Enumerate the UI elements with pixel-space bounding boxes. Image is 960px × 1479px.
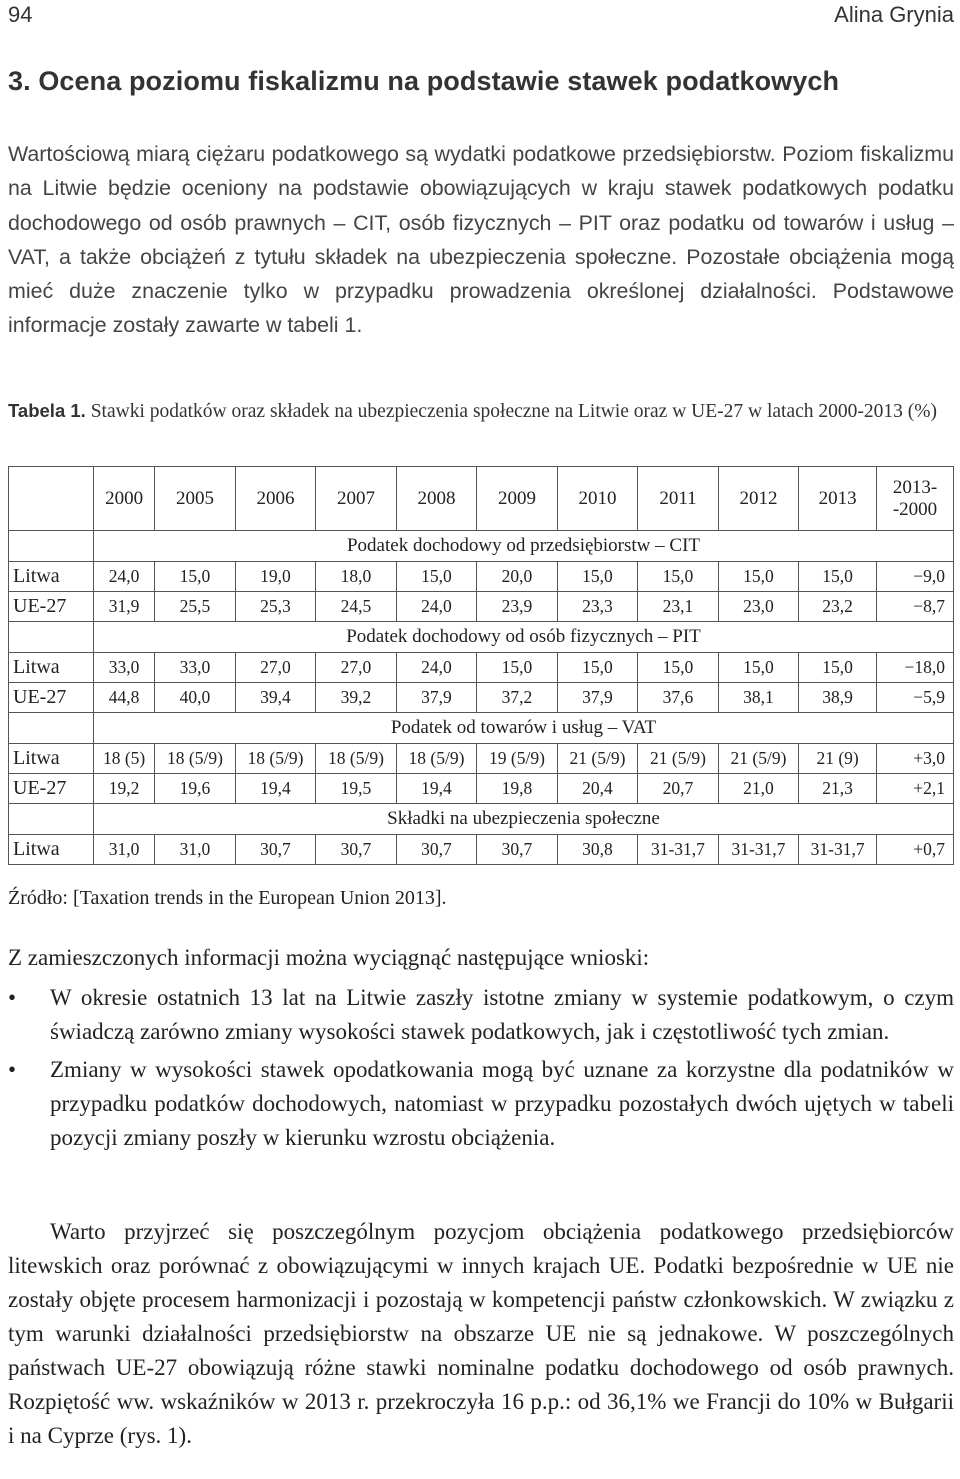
value-cell: 15,0 bbox=[638, 653, 719, 683]
value-cell: 31,9 bbox=[94, 592, 155, 622]
year-header: 2009 bbox=[477, 467, 558, 531]
value-cell: 23,1 bbox=[638, 592, 719, 622]
value-cell: 27,0 bbox=[235, 653, 316, 683]
country-cell: UE-27 bbox=[9, 774, 94, 804]
value-cell: 15,0 bbox=[718, 562, 799, 592]
page-number: 94 bbox=[8, 2, 33, 27]
value-cell: 30,7 bbox=[396, 835, 477, 865]
value-cell: 39,2 bbox=[316, 683, 397, 713]
value-cell: 21 (5/9) bbox=[557, 744, 638, 774]
value-cell: 38,1 bbox=[718, 683, 799, 713]
value-cell: 19,2 bbox=[94, 774, 155, 804]
value-cell: 30,8 bbox=[557, 835, 638, 865]
section-spacer-cell bbox=[9, 713, 94, 744]
country-cell: UE-27 bbox=[9, 592, 94, 622]
section-spacer-cell bbox=[9, 531, 94, 562]
value-cell: 19,4 bbox=[396, 774, 477, 804]
table-corner-cell bbox=[9, 467, 94, 531]
value-cell: 24,5 bbox=[316, 592, 397, 622]
value-cell: 15,0 bbox=[799, 653, 877, 683]
page-header bbox=[8, 2, 954, 32]
value-cell: 19,5 bbox=[316, 774, 397, 804]
change-cell: +3,0 bbox=[877, 744, 954, 774]
value-cell: 19,4 bbox=[235, 774, 316, 804]
section-spacer-cell bbox=[9, 804, 94, 835]
value-cell: 24,0 bbox=[396, 653, 477, 683]
value-cell: 15,0 bbox=[638, 562, 719, 592]
section-row bbox=[9, 622, 954, 653]
table-body bbox=[9, 531, 954, 865]
value-cell: 23,0 bbox=[718, 592, 799, 622]
value-cell: 18 (5/9) bbox=[155, 744, 236, 774]
section-title: 3. Ocena poziomu fiskalizmu na podstawie stawek podatkowych bbox=[8, 66, 840, 96]
year-header: 2000 bbox=[94, 467, 155, 531]
value-cell: 15,0 bbox=[799, 562, 877, 592]
table-row bbox=[9, 562, 954, 592]
value-cell: 21,3 bbox=[799, 774, 877, 804]
year-header: 2008 bbox=[396, 467, 477, 531]
change-cell: −5,9 bbox=[877, 683, 954, 713]
year-header: 2012 bbox=[718, 467, 799, 531]
bullet-icon: • bbox=[8, 1057, 17, 1082]
table-row bbox=[9, 835, 954, 865]
change-header: 2013--2000 bbox=[877, 467, 954, 531]
value-cell: 18 (5/9) bbox=[235, 744, 316, 774]
value-cell: 38,9 bbox=[799, 683, 877, 713]
value-cell: 25,5 bbox=[155, 592, 236, 622]
year-header: 2011 bbox=[638, 467, 719, 531]
change-cell: +0,7 bbox=[877, 835, 954, 865]
year-header: 2005 bbox=[155, 467, 236, 531]
value-cell: 21 (5/9) bbox=[638, 744, 719, 774]
value-cell: 18 (5) bbox=[94, 744, 155, 774]
section-title-cell: Podatek dochodowy od przedsiębiorstw – CIT bbox=[94, 531, 954, 562]
list-item bbox=[8, 981, 954, 1049]
value-cell: 23,3 bbox=[557, 592, 638, 622]
value-cell: 31-31,7 bbox=[799, 835, 877, 865]
table-row bbox=[9, 774, 954, 804]
section-row bbox=[9, 713, 954, 744]
table-caption-label: Tabela 1. bbox=[8, 400, 86, 421]
value-cell: 37,9 bbox=[396, 683, 477, 713]
conclusions-intro: Z zamieszczonych informacji można wyciągnąć następujące wnioski: bbox=[8, 945, 650, 970]
value-cell: 21 (9) bbox=[799, 744, 877, 774]
table-caption bbox=[8, 397, 954, 426]
running-author: Alina Grynia bbox=[834, 2, 954, 27]
table-row bbox=[9, 592, 954, 622]
value-cell: 15,0 bbox=[557, 562, 638, 592]
value-cell: 37,2 bbox=[477, 683, 558, 713]
table-caption-text: Stawki podatków oraz składek na ubezpieczenia społeczne na Litwie oraz w UE-27 w latach 2000-2013 (%) bbox=[90, 401, 937, 422]
value-cell: 40,0 bbox=[155, 683, 236, 713]
value-cell: 18 (5/9) bbox=[396, 744, 477, 774]
list-item bbox=[8, 1053, 954, 1155]
closing-paragraph: Warto przyjrzeć się poszczególnym pozycjom obciążenia podatkowego przedsiębiorców litewskich oraz porównać z obowiązującymi w innych krajach UE. Podatki bezpośrednie w UE nie zostały objęte procesem harmonizacji i pozostają w kompetencji państw członkowskich. W związku z tym warunki działalności przedsiębiorstw na obszarze UE nie są jednakowe. W poszczególnych państwach UE-27 obowiązują różne stawki nominalne podatku dochodowego od osób prawnych. Rozpiętość ww. wskaźników w 2013 r. przekroczyła 16 p.p.: od 36,1% we Francji do 10% w Bułgarii i na Cyprze (rys. 1). bbox=[8, 1219, 954, 1448]
value-cell: 15,0 bbox=[396, 562, 477, 592]
year-header: 2013 bbox=[799, 467, 877, 531]
value-cell: 20,0 bbox=[477, 562, 558, 592]
section-row bbox=[9, 531, 954, 562]
section-row bbox=[9, 804, 954, 835]
value-cell: 19 (5/9) bbox=[477, 744, 558, 774]
country-cell: Litwa bbox=[9, 744, 94, 774]
intro-paragraph: Wartościową miarą ciężaru podatkowego są wydatki podatkowe przedsiębiorstw. Poziom fiskalizmu na Litwie będzie oceniony na podstawie obowiązujących w kraju stawek podatkowych podatku dochodowego od osób prawnych – CIT, osób fizycznych – PIT oraz podatku od towarów i usług – VAT, a także obciążeń z tytułu składek na ubezpieczenia społeczne. Pozostałe obciążenia mogą mieć duże znaczenie tylko w przypadku prowadzenia określonej działalności. Podstawowe informacje zostały zawarte w tabeli 1. bbox=[8, 142, 954, 338]
change-cell: −9,0 bbox=[877, 562, 954, 592]
bullet-icon: • bbox=[8, 985, 17, 1010]
table-row bbox=[9, 744, 954, 774]
value-cell: 21,0 bbox=[718, 774, 799, 804]
value-cell: 19,8 bbox=[477, 774, 558, 804]
value-cell: 21 (5/9) bbox=[718, 744, 799, 774]
country-cell: Litwa bbox=[9, 562, 94, 592]
table-row bbox=[9, 653, 954, 683]
value-cell: 24,0 bbox=[396, 592, 477, 622]
value-cell: 27,0 bbox=[316, 653, 397, 683]
value-cell: 31,0 bbox=[94, 835, 155, 865]
year-header: 2007 bbox=[316, 467, 397, 531]
change-cell: −8,7 bbox=[877, 592, 954, 622]
conclusions-list bbox=[8, 981, 954, 1159]
value-cell: 37,9 bbox=[557, 683, 638, 713]
country-cell: Litwa bbox=[9, 835, 94, 865]
year-header: 2010 bbox=[557, 467, 638, 531]
value-cell: 20,4 bbox=[557, 774, 638, 804]
value-cell: 24,0 bbox=[94, 562, 155, 592]
country-cell: UE-27 bbox=[9, 683, 94, 713]
value-cell: 15,0 bbox=[718, 653, 799, 683]
change-cell: +2,1 bbox=[877, 774, 954, 804]
value-cell: 37,6 bbox=[638, 683, 719, 713]
value-cell: 33,0 bbox=[155, 653, 236, 683]
value-cell: 19,0 bbox=[235, 562, 316, 592]
section-title-cell: Podatek dochodowy od osób fizycznych – PIT bbox=[94, 622, 954, 653]
value-cell: 18 (5/9) bbox=[316, 744, 397, 774]
value-cell: 31,0 bbox=[155, 835, 236, 865]
tax-rates-table bbox=[8, 466, 954, 865]
table-source: Źródło: [Taxation trends in the European Union 2013]. bbox=[8, 887, 447, 909]
value-cell: 30,7 bbox=[235, 835, 316, 865]
value-cell: 23,2 bbox=[799, 592, 877, 622]
year-header: 2006 bbox=[235, 467, 316, 531]
value-cell: 20,7 bbox=[638, 774, 719, 804]
value-cell: 30,7 bbox=[316, 835, 397, 865]
value-cell: 31-31,7 bbox=[718, 835, 799, 865]
value-cell: 25,3 bbox=[235, 592, 316, 622]
table-row bbox=[9, 683, 954, 713]
list-item-text: W okresie ostatnich 13 lat na Litwie zaszły istotne zmiany w systemie podatkowym, o czym świadczą zarówno zmiany wysokości stawek podatkowych, jak i częstotliwość tych zmian. bbox=[50, 985, 954, 1044]
section-title-cell: Składki na ubezpieczenia społeczne bbox=[94, 804, 954, 835]
section-spacer-cell bbox=[9, 622, 94, 653]
value-cell: 15,0 bbox=[155, 562, 236, 592]
value-cell: 30,7 bbox=[477, 835, 558, 865]
value-cell: 31-31,7 bbox=[638, 835, 719, 865]
value-cell: 33,0 bbox=[94, 653, 155, 683]
value-cell: 39,4 bbox=[235, 683, 316, 713]
section-title-cell: Podatek od towarów i usług – VAT bbox=[94, 713, 954, 744]
value-cell: 19,6 bbox=[155, 774, 236, 804]
country-cell: Litwa bbox=[9, 653, 94, 683]
change-cell: −18,0 bbox=[877, 653, 954, 683]
list-item-text: Zmiany w wysokości stawek opodatkowania mogą być uznane za korzystne dla podatników w przypadku podatków dochodowych, natomiast w przypadku pozostałych dwóch ujętych w tabeli pozycji zmiany poszły w kierunku wzrostu obciążenia. bbox=[50, 1057, 954, 1150]
value-cell: 18,0 bbox=[316, 562, 397, 592]
value-cell: 15,0 bbox=[477, 653, 558, 683]
value-cell: 44,8 bbox=[94, 683, 155, 713]
value-cell: 15,0 bbox=[557, 653, 638, 683]
value-cell: 23,9 bbox=[477, 592, 558, 622]
